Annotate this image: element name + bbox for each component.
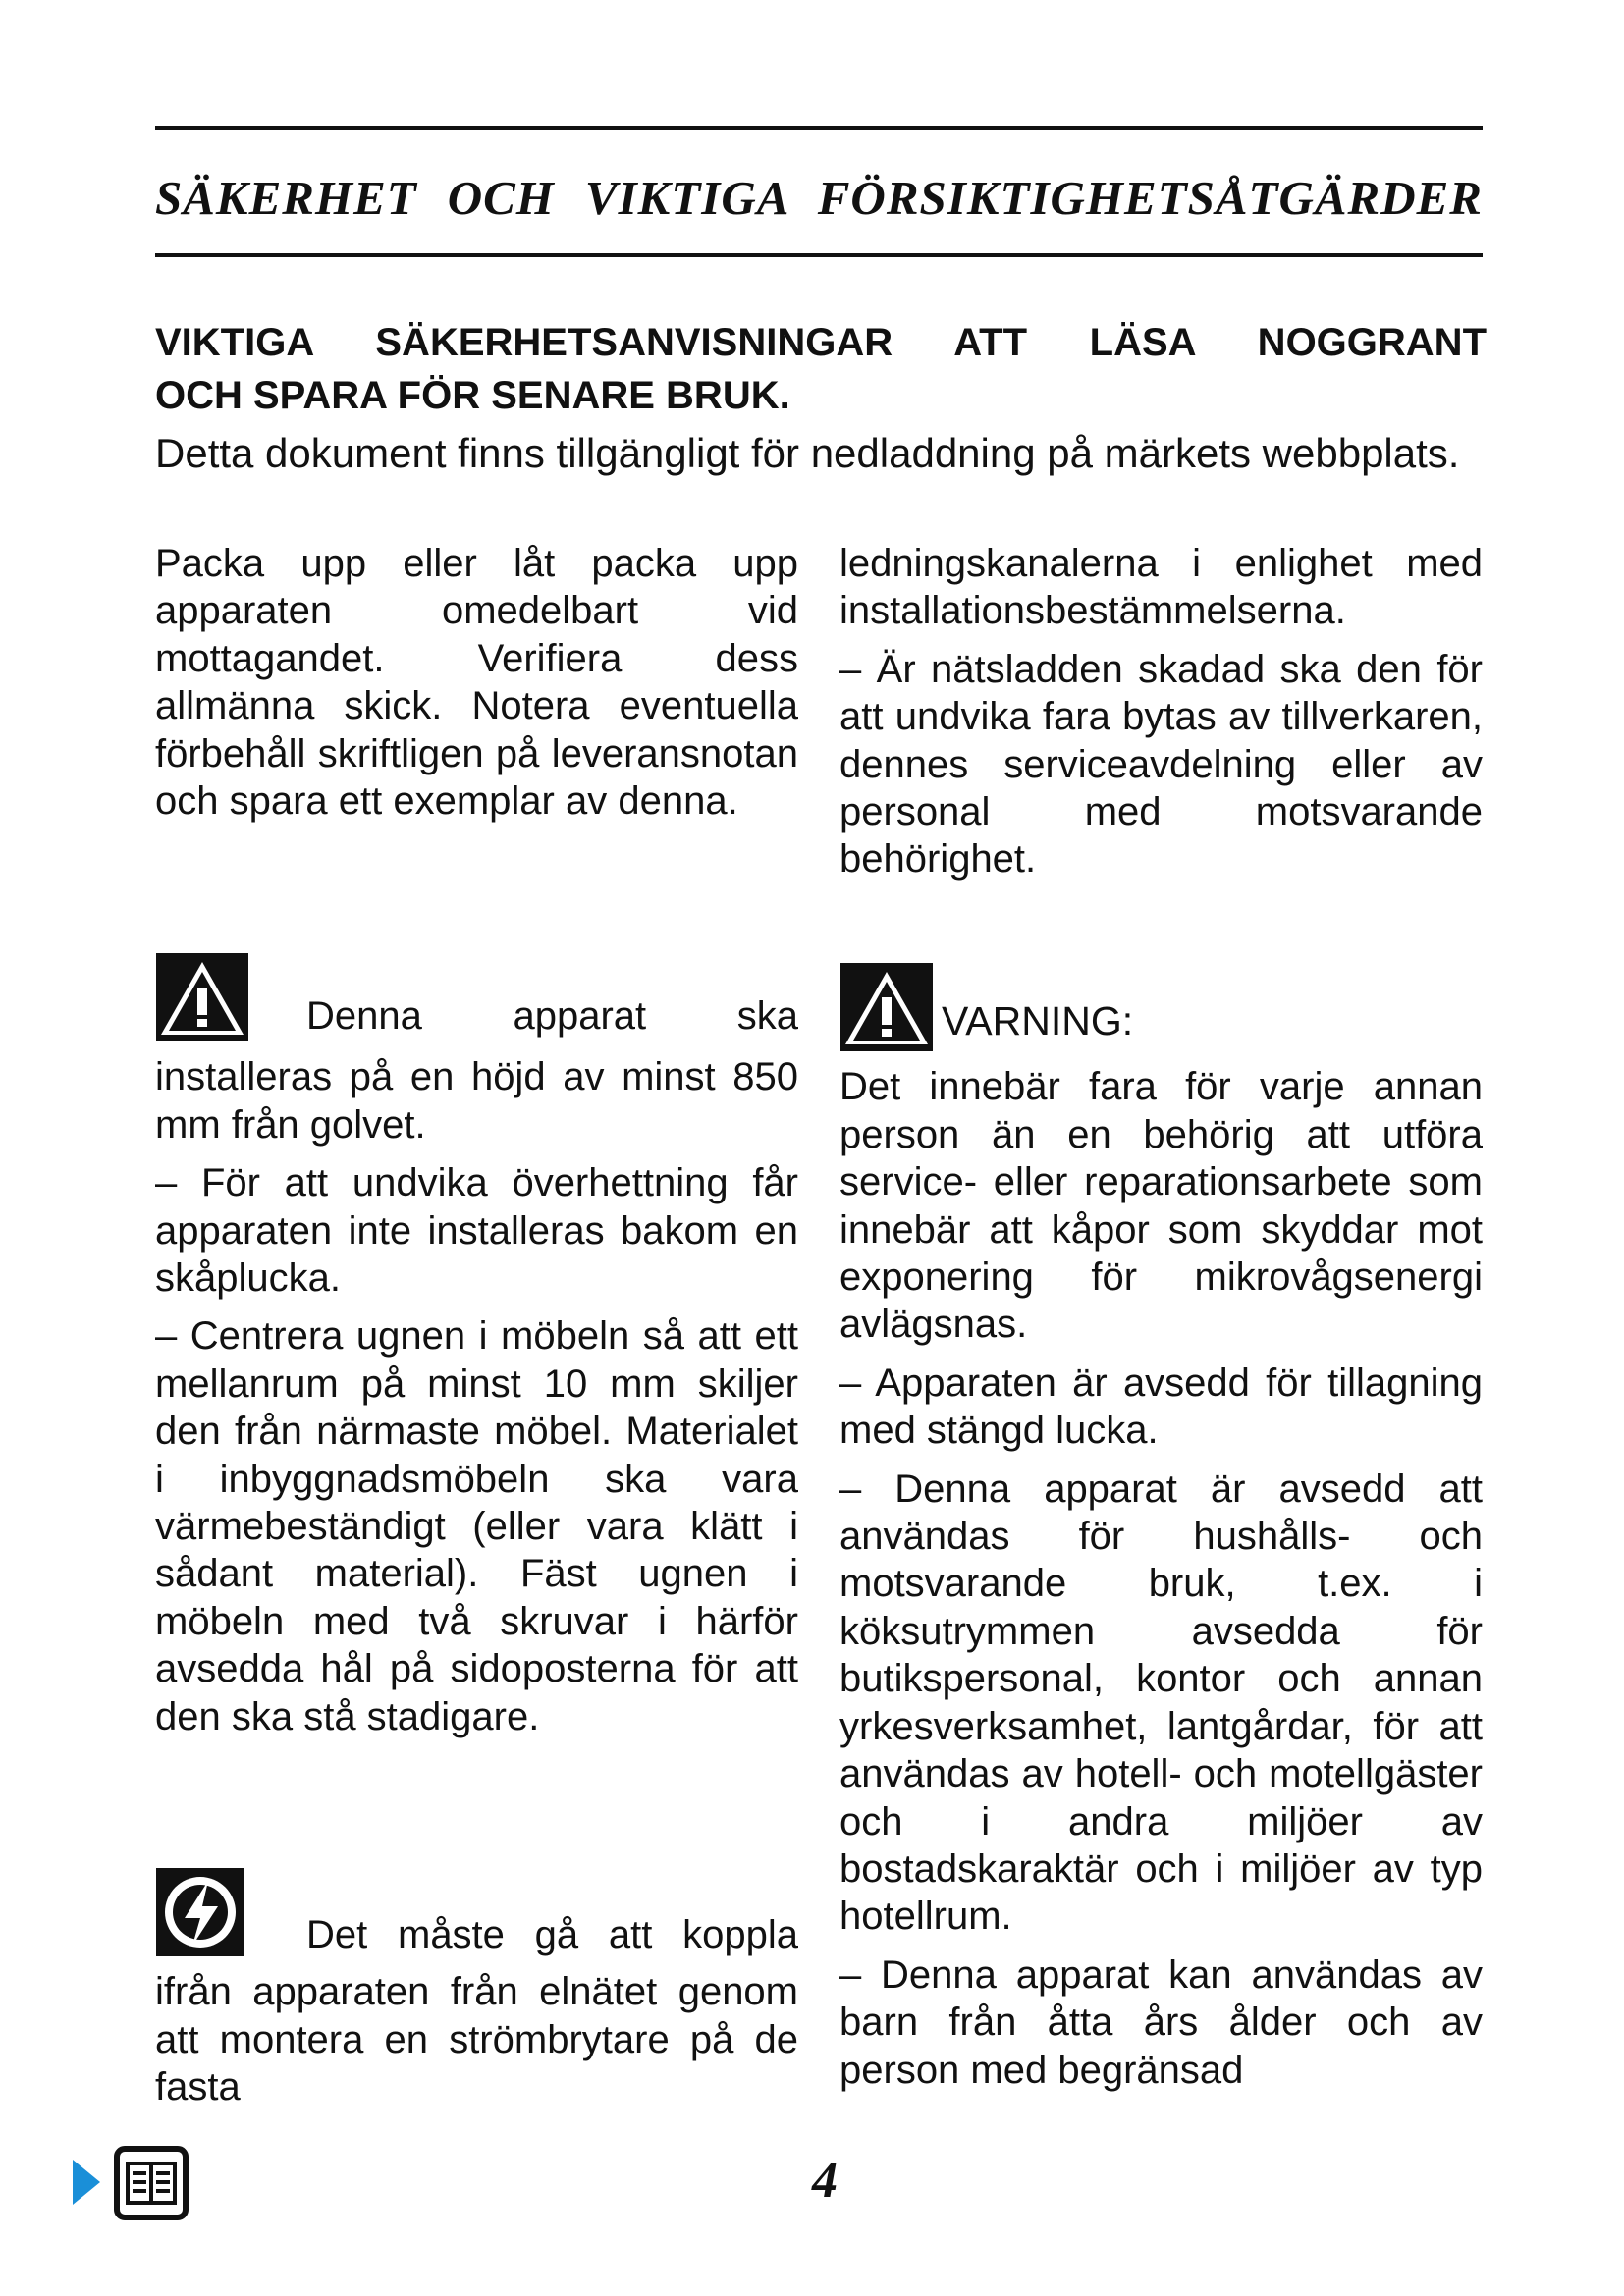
intro-paragraph: Detta dokument finns tillgängligt för nedladdning på märkets webbplats. xyxy=(155,430,1460,476)
left-column-top xyxy=(155,540,798,825)
overheating-paragraph: – För att undvika överhettning får apparaten inte installeras bakom en skåplucka. xyxy=(155,1161,798,1301)
height-notice-paragraph xyxy=(155,952,798,1148)
centering-paragraph: – Centrera ugnen i möbeln så att ett mellanrum på minst 10 mm skiljer den från närmaste möbel. Materialet i inbyggnadsmöbeln ska vara värmebeständigt (eller vara klätt i sådant material). Fäst ugnen i möbeln med två skruvar i härför avsedda hål på sidoposterna för att den ska stå stadigare. xyxy=(155,1314,798,1738)
book-contents-icon[interactable] xyxy=(114,2146,189,2225)
household-paragraph: – Denna apparat är avsedd att användas för hushålls- och motsvarande bruk, t.ex. i köksutrymmen avsedda för butikspersonal, kontor och annan yrkesverksamhet, lantgårdar, för att användas av hotell- och motellgäster och i andra miljöer av bostadskaraktär och i miljöer av typ hotellrum. xyxy=(839,1467,1483,1939)
closed-door-paragraph: – Apparaten är avsedd för tillagning med stängd lucka. xyxy=(839,1361,1483,1453)
warning-text-paragraph: Det innebär fara för varje annan person än en behörig att utföra service- eller reparationsarbete som innebär att kåpor som skyddar mot exponering för mikrovågsenergi avlägsnas. xyxy=(839,1065,1483,1347)
section-heading xyxy=(155,316,1487,422)
left-column-installation xyxy=(155,952,798,1740)
top-rule xyxy=(155,126,1483,130)
left-column-electric xyxy=(155,1867,798,2111)
warning-label-line xyxy=(839,962,1483,1063)
right-column-top xyxy=(839,540,1483,883)
page-title: SÄKERHET OCH VIKTIGA FÖRSIKTIGHETSÅTGÄRDER xyxy=(155,171,1483,225)
height-notice-text: Denna apparat ska installeras på en höjd av minst 850 mm från golvet. xyxy=(155,994,798,1147)
cable-paragraph: – Är nätsladden skadad ska den för att undvika fara bytas av tillverkaren, dennes serviceavdelning eller av personal med motsvarande behörighet. xyxy=(839,647,1483,881)
warning-triangle-icon xyxy=(155,952,249,1053)
section-heading-line-2: OCH SPARA FÖR SENARE BRUK. xyxy=(155,374,790,417)
play-arrow-icon[interactable] xyxy=(71,2158,102,2212)
warning-label: VARNING: xyxy=(942,998,1134,1043)
children-paragraph: – Denna apparat kan användas av barn från åtta års ålder och av person med begränsad xyxy=(839,1952,1483,2092)
title-underline-rule xyxy=(155,253,1483,257)
unpack-paragraph: Packa upp eller låt packa upp apparaten omedelbart vid mottagandet. Verifiera dess allmänna skick. Notera eventuella förbehåll skriftligen på leveransnotan och spara ett exemplar av denna. xyxy=(155,542,798,824)
right-column-warning xyxy=(839,962,1483,2094)
section-heading-line-1: VIKTIGA SÄKERHETSANVISNINGAR ATT LÄSA NOGGRANT xyxy=(155,321,1487,364)
page-number: 4 xyxy=(812,2153,838,2209)
warning-triangle-icon xyxy=(839,962,934,1063)
disconnect-text: Det måste gå att koppla ifrån apparaten från elnätet genom att montera en strömbrytare på de fasta xyxy=(155,1913,798,2109)
lightning-bolt-icon xyxy=(155,1867,245,1968)
disconnect-paragraph xyxy=(155,1867,798,2111)
ducts-paragraph: ledningskanalerna i enlighet med installationsbestämmelserna. xyxy=(839,542,1483,633)
